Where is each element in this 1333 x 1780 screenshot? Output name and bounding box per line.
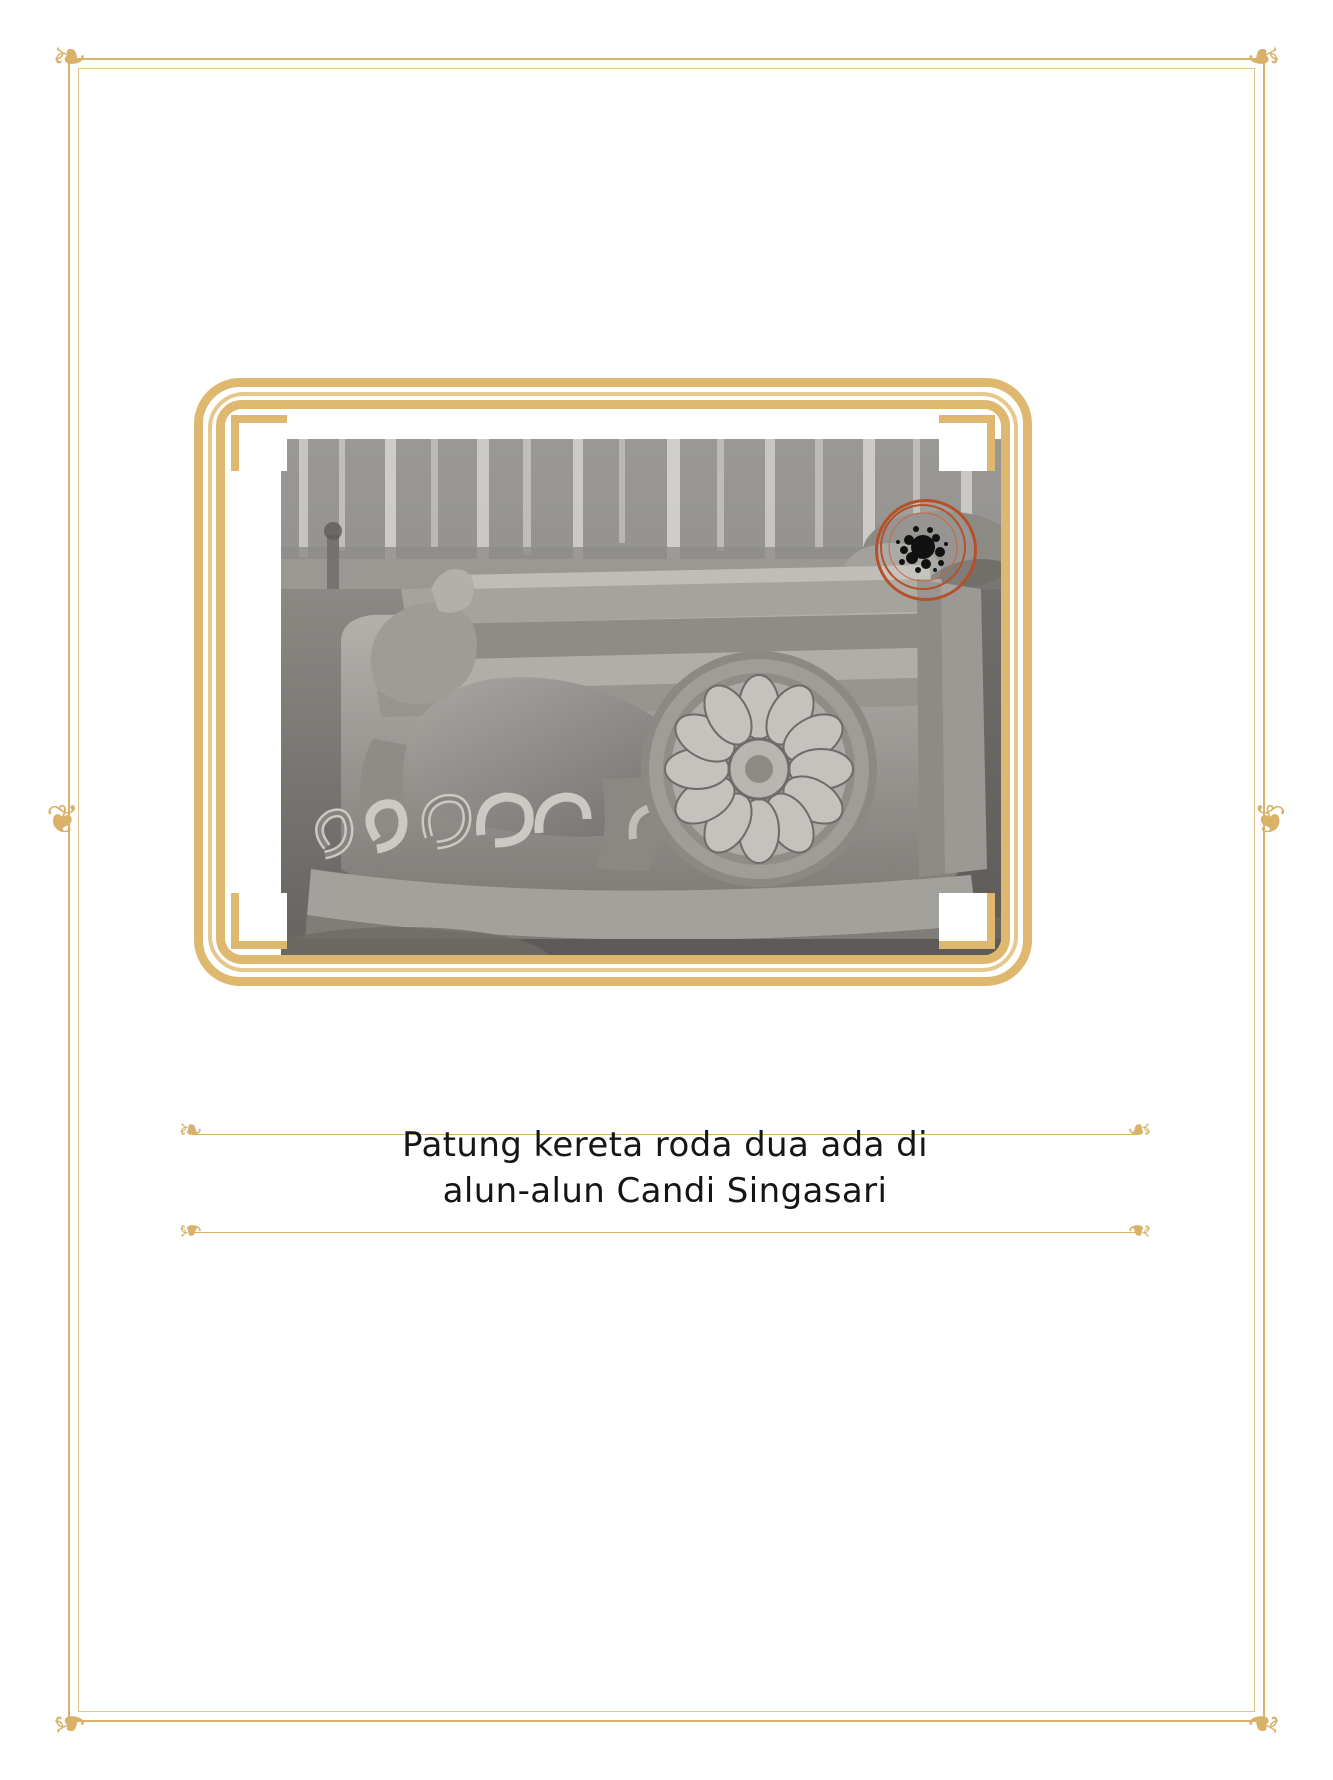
figure-frame-inner	[216, 400, 1010, 964]
caption-flourish-top-right-icon: ❧	[1126, 1113, 1152, 1148]
caption-line-2: alun-alun Candi Singasari	[442, 1171, 888, 1211]
caption-line-1: Patung kereta roda dua ada di	[402, 1125, 928, 1165]
figure-caption-block	[160, 1110, 1170, 1247]
corner-flourish-top-left-icon: ❧	[52, 32, 88, 81]
figure-corner-notch-bottom-right	[939, 893, 995, 949]
corner-flourish-bottom-right-icon: ❧	[1245, 1699, 1281, 1748]
figure-block	[194, 378, 1032, 986]
caption-flourish-bottom-left-icon: ❧	[178, 1212, 204, 1247]
corner-flourish-top-right-icon: ❧	[1245, 32, 1281, 81]
figure-corner-notch-top-left	[231, 415, 287, 471]
caption-rule-bottom	[192, 1232, 1138, 1233]
side-flourish-right-icon: ❦	[1253, 797, 1287, 843]
figure-corner-notch-bottom-left	[231, 893, 287, 949]
caption-flourish-top-left-icon: ❧	[178, 1113, 204, 1148]
corner-flourish-bottom-left-icon: ❧	[52, 1699, 88, 1748]
figure-corner-notch-top-right	[939, 415, 995, 471]
figure-caption-text	[160, 1110, 1170, 1224]
side-flourish-left-icon: ❦	[46, 797, 80, 843]
caption-flourish-bottom-right-icon: ❧	[1126, 1212, 1152, 1247]
circular-stamp-watermark-icon	[875, 499, 977, 601]
